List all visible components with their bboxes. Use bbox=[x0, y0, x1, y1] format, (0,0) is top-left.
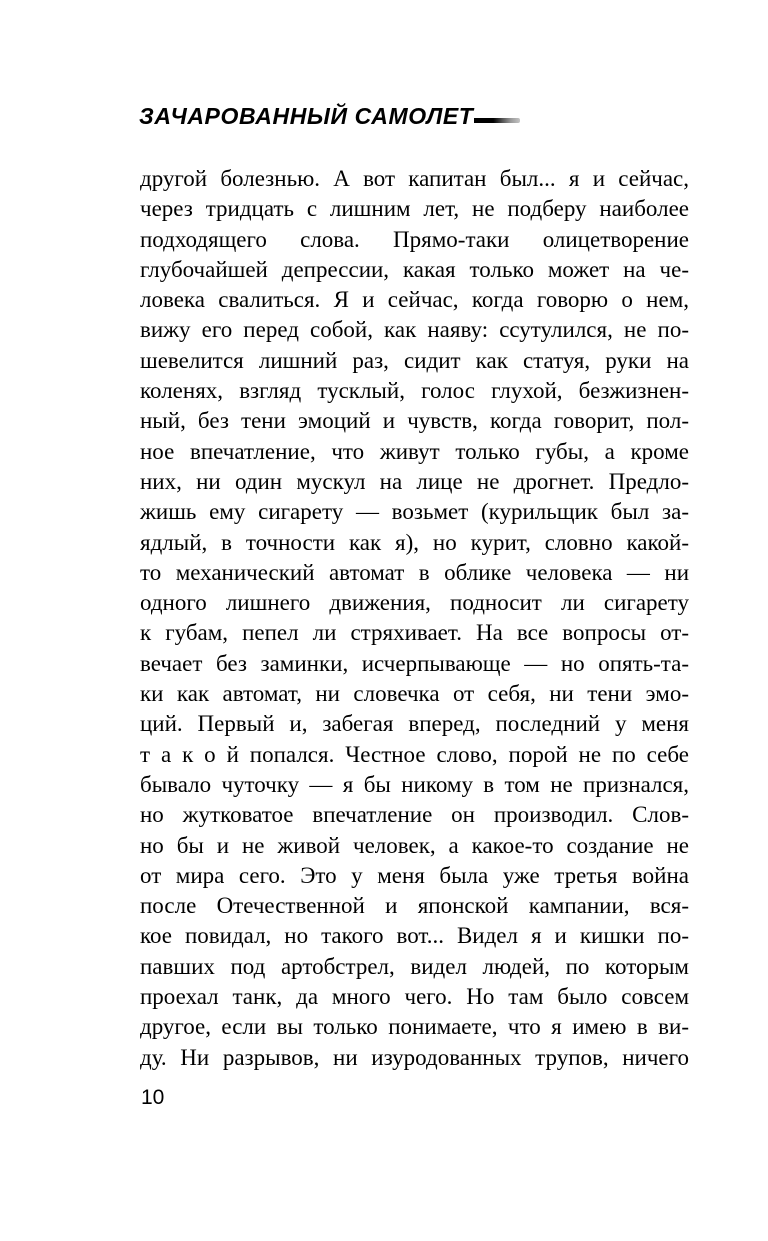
text-line: вижу его перед собой, как наяву: ссутулился, не по- bbox=[140, 317, 689, 343]
text-line: ядлый, в точности как я), но курит, словно какой- bbox=[140, 529, 689, 555]
text-line: бывало чуточку — я бы никому в том не признался, bbox=[140, 771, 689, 797]
text-line: коленях, взгляд тусклый, голос глухой, безжизнен- bbox=[140, 378, 689, 404]
text-line: то механический автомат в облике человека — ни bbox=[140, 559, 689, 585]
text-line: другой болезнью. А вот капитан был... я и сейчас, bbox=[140, 166, 689, 191]
text-line: подходящего слова. Прямо-таки олицетворение bbox=[140, 226, 689, 252]
text-line: ций. Первый и, забегая вперед, последний у меня bbox=[140, 711, 689, 737]
page-number: 10 bbox=[141, 1086, 165, 1109]
text-line: ду. Ни разрывов, ни изуродованных трупов, ничего bbox=[140, 1044, 689, 1070]
text-line: жишь ему сигарету — возьмет (курильщик был за- bbox=[140, 499, 689, 525]
text-line: к губам, пепел ли стряхивает. На все вопросы от- bbox=[140, 620, 689, 646]
text-line: павших под артобстрел, видел людей, по которым bbox=[140, 953, 689, 979]
text-line: проехал танк, да много чего. Но там было совсем bbox=[140, 984, 689, 1010]
text-line: ловека свалиться. Я и сейчас, когда говорю о нем, bbox=[140, 287, 689, 313]
text-line: вечает без заминки, исчерпывающе — но опять-та- bbox=[140, 650, 689, 676]
text-line: ный, без тени эмоций и чувств, когда говорит, пол- bbox=[140, 408, 689, 434]
text-line: них, ни один мускул на лице не дрогнет. Предло- bbox=[140, 468, 689, 494]
text-line: но бы и не живой человек, а какое-то создание не bbox=[140, 832, 689, 858]
text-line: от мира сего. Это у меня была уже третья война bbox=[140, 862, 689, 888]
text-line: т а к о й попался. Честное слово, порой не по себе bbox=[140, 741, 689, 767]
book-title: ЗАЧАРОВАННЫЙ САМОЛЕТ bbox=[139, 103, 474, 129]
text-line: шевелится лишний раз, сидит как статуя, руки на bbox=[140, 347, 689, 373]
text-line: через тридцать с лишним лет, не подберу наиболее bbox=[140, 196, 689, 222]
text-line: но жутковатое впечатление он производил. Слов- bbox=[140, 802, 689, 828]
text-line: после Отечественной и японской кампании, вся- bbox=[140, 893, 689, 919]
text-line: глубочайшей депрессии, какая только может на че- bbox=[140, 256, 689, 282]
text-line: одного лишнего движения, подносит ли сигарету bbox=[140, 590, 689, 616]
text-line: другое, если вы только понимаете, что я имею в ви- bbox=[140, 1014, 689, 1040]
header-underline-decoration bbox=[474, 118, 520, 123]
running-header bbox=[139, 103, 520, 130]
text-line: ки как автомат, ни словечка от себя, ни тени эмо- bbox=[140, 681, 689, 707]
body-text bbox=[140, 164, 689, 1073]
text-line: ное впечатление, что живут только губы, а кроме bbox=[140, 438, 689, 464]
text-line: кое повидал, но такого вот... Видел я и кишки по- bbox=[140, 923, 689, 949]
